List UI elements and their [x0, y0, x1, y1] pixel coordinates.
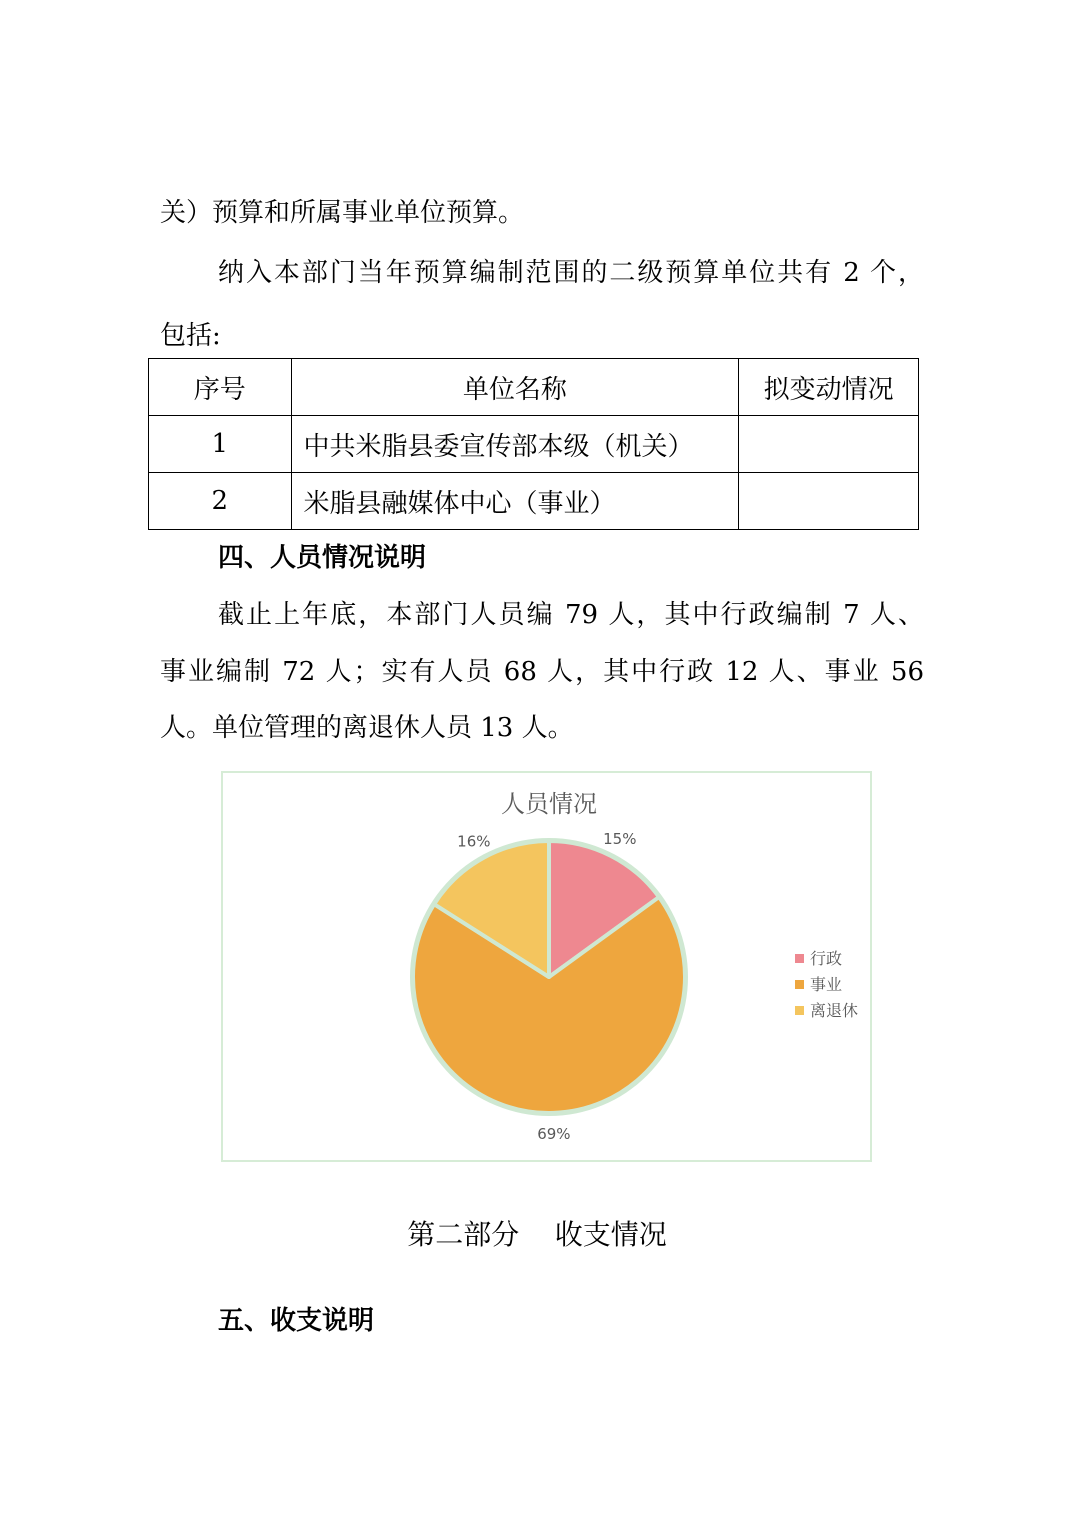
row-change: [739, 416, 919, 473]
legend-swatch: [795, 1006, 804, 1015]
row-no: 1: [149, 416, 292, 473]
header-no: 序号: [149, 359, 292, 416]
table-header-row: [149, 359, 919, 416]
row-name: 米脂县融媒体中心（事业）: [291, 473, 739, 530]
row-name: 中共米脂县委宣传部本级（机关）: [291, 416, 739, 473]
legend-label: 事业: [810, 975, 843, 994]
header-name: 单位名称: [291, 359, 739, 416]
section4-heading: 四、人员情况说明: [218, 543, 427, 573]
pie-data-label: 15%: [603, 830, 637, 849]
chart-legend: [795, 949, 858, 1020]
header-change: 拟变动情况: [739, 359, 919, 416]
legend-swatch: [795, 954, 804, 963]
row-change: [739, 473, 919, 530]
paragraph-intro-end: 关）预算和所属事业单位预算。: [160, 198, 525, 228]
part2-title: 第二部分 收支情况: [407, 1218, 667, 1251]
paragraph-units-line1: 纳入本部门当年预算编制范围的二级预算单位共有 2 个，: [218, 258, 924, 288]
units-table: [148, 358, 919, 530]
section5-heading: 五、收支说明: [218, 1306, 375, 1336]
staff-pie-chart: [221, 771, 872, 1162]
paragraph-units-line2: 包括:: [160, 321, 221, 351]
pie-data-label: 69%: [537, 1124, 571, 1143]
legend-label: 行政: [810, 949, 843, 968]
pie-slices: [410, 838, 688, 1116]
table-row: [149, 416, 919, 473]
section4-line2: 事业编制 72 人；实有人员 68 人，其中行政 12 人、事业 56: [160, 657, 924, 687]
section4-line1: 截止上年底，本部门人员编 79 人，其中行政编制 7 人、: [218, 600, 924, 630]
pie-chart-svg: [223, 773, 874, 1164]
row-no: 2: [149, 473, 292, 530]
legend-swatch: [795, 980, 804, 989]
legend-label: 离退休: [810, 1001, 859, 1020]
section4-line3: 人。单位管理的离退休人员 13 人。: [160, 713, 574, 743]
table-row: [149, 473, 919, 530]
chart-title: 人员情况: [501, 790, 597, 818]
pie-data-label: 16%: [457, 832, 491, 851]
